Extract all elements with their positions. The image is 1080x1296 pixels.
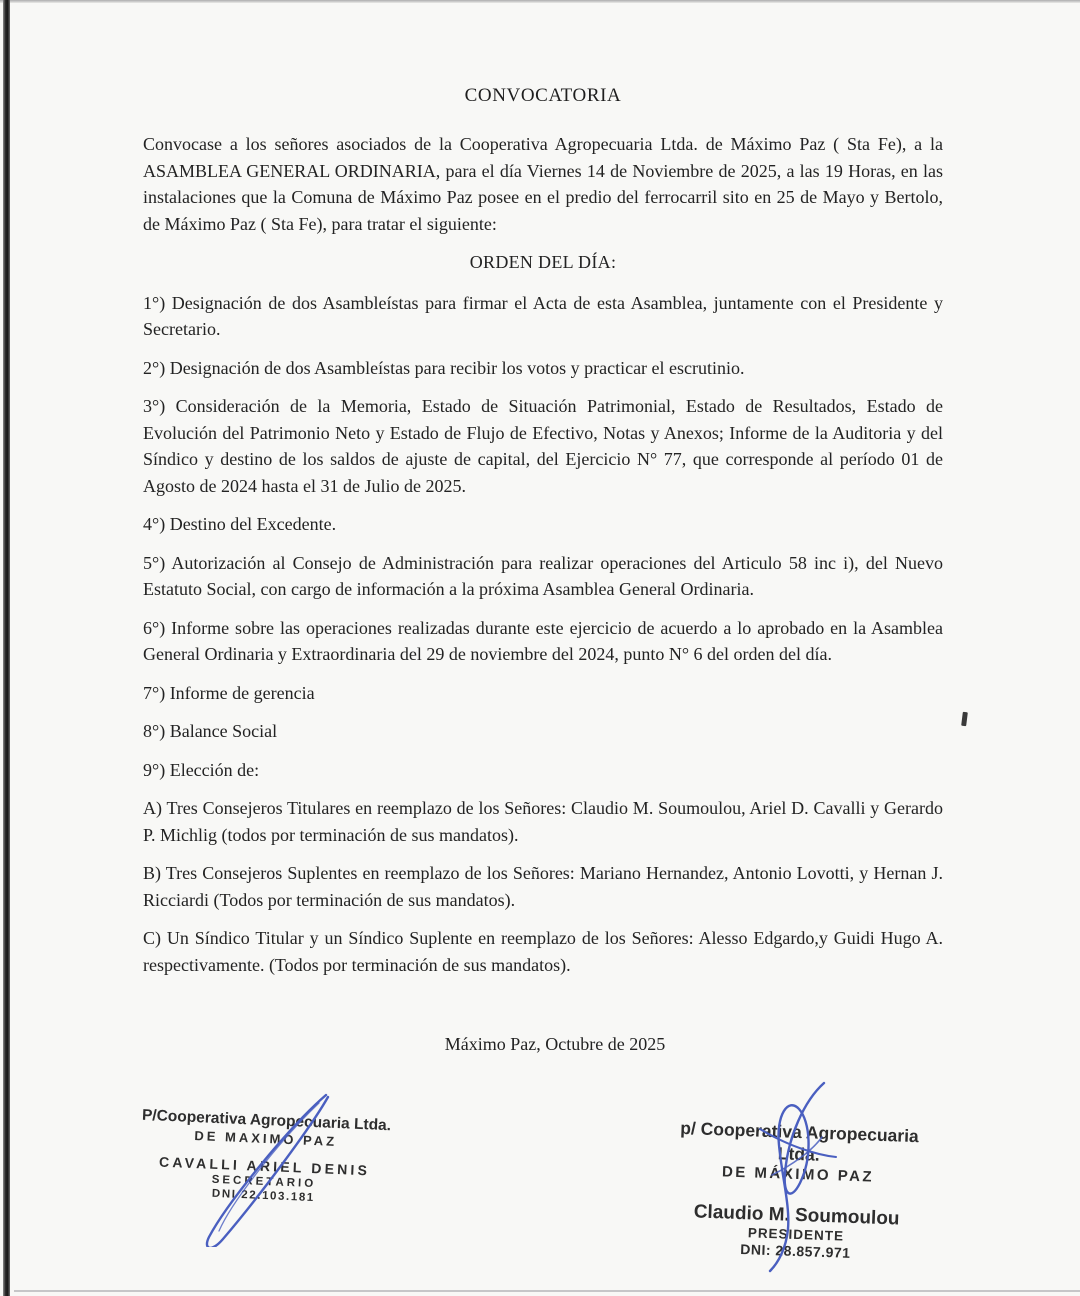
agenda-item-4: 4°) Destino del Excedente. <box>143 514 337 534</box>
secretary-name: CAVALLI ARIEL DENIS <box>158 1153 371 1179</box>
secretary-stamp-org-line2: DE MAXIMO PAZ <box>194 1128 338 1149</box>
signature-area <box>0 1081 1080 1296</box>
agenda-item-6: 6°) Informe sobre las operaciones realizadas durante este ejercicio de acuerdo a lo aprobado en la Asamblea General Ordinaria y Extraordinaria del 29 de noviembre del 2024, punto N° 6 del orden del día. <box>143 617 943 664</box>
secretary-signature-ink <box>193 1087 343 1247</box>
document-title: CONVOCATORIA <box>464 85 622 106</box>
president-role: PRESIDENTE <box>747 1225 845 1244</box>
secretary-role: SECRETARIO <box>211 1173 317 1191</box>
agenda-item-8: 8°) Balance Social <box>143 721 278 741</box>
secretary-stamp-org-line1: P/Cooperativa Agropecuaria Ltda. <box>141 1106 392 1135</box>
agenda-item-2: 2°) Designación de dos Asambleístas para recibir los votos y practicar el escrutinio. <box>143 357 745 378</box>
intro-paragraph: Convocase a los señores asociados de la Cooperativa Agropecuaria Ltda. de Máximo Paz ( Sta Fe), a la ASAMBLEA GENERAL ORDINARIA, para el día Viernes 14 de Noviembre de 2025, a las 19 Horas, en las instalaciones que la Comuna de Máximo Paz posee en el predio del ferrocarril sito en 25 de Mayo y Bertolo, de Máximo Paz ( Sta Fe), para tratar el siguiente: <box>143 134 943 234</box>
president-dni: DNI: 28.857.971 <box>740 1241 851 1261</box>
date-line: Máximo Paz, Octubre de 2025 <box>444 1034 666 1054</box>
scan-mark <box>961 712 968 727</box>
agenda-heading: ORDEN DEL DÍA: <box>469 252 617 272</box>
president-name: Claudio M. Soumoulou <box>693 1201 900 1230</box>
agenda-item-9: 9°) Elección de: <box>143 759 260 780</box>
president-stamp-org-line2: DE MÁXIMO PAZ <box>721 1163 875 1186</box>
agenda-item-7: 7°) Informe de gerencia <box>143 682 315 703</box>
agenda-item-3: 3°) Consideración de la Memoria, Estado de Situación Patrimonial, Estado de Resultados, Estado de Evolución del Patrimonio Neto y Estado de Flujo de Efectivo, Notas y Anexos; Informe de la Auditoria y del Síndico y destino de los saldos de ajuste de capital, del Ejercicio N° 77, que corresponde al período 01 de Agosto de 2024 hasta el 31 de Julio de 2025. <box>143 396 943 496</box>
secretary-dni: DNI 22.103.181 <box>211 1187 316 1205</box>
agenda-item-1: 1°) Designación de dos Asambleístas para firmar el Acta de esta Asamblea, juntamente con el Presidente y Secretario. <box>143 292 943 339</box>
agenda-item-9b: B) Tres Consejeros Suplentes en reemplazo de los Señores: Mariano Hernandez, Antonio Lovotti, y Hernan J. Ricciardi (Todos por terminación de sus mandatos). <box>143 863 943 910</box>
agenda-item-5: 5°) Autorización al Consejo de Administración para realizar operaciones del Articulo 58 inc i), del Nuevo Estatuto Social, con cargo de información a la próxima Asamblea General Ordinaria. <box>143 552 943 599</box>
agenda-item-9a: A) Tres Consejeros Titulares en reemplazo de los Señores: Claudio M. Soumoulou, Ariel D. Cavalli y Gerardo P. Michlig (todos por terminación de sus mandatos). <box>143 798 943 845</box>
president-signature-ink <box>742 1079 857 1279</box>
scan-edge-top <box>0 0 1080 3</box>
document-body <box>143 84 943 1070</box>
president-stamp-org-line1: p/ Cooperativa Agropecuaria Ltda. <box>679 1117 920 1165</box>
agenda-item-9c: C) Un Síndico Titular y un Síndico Suplente en reemplazo de los Señores: Alesso Edgardo,y Guidi Hugo A. respectivamente. (Todos por terminación de sus mandatos). <box>143 928 943 975</box>
